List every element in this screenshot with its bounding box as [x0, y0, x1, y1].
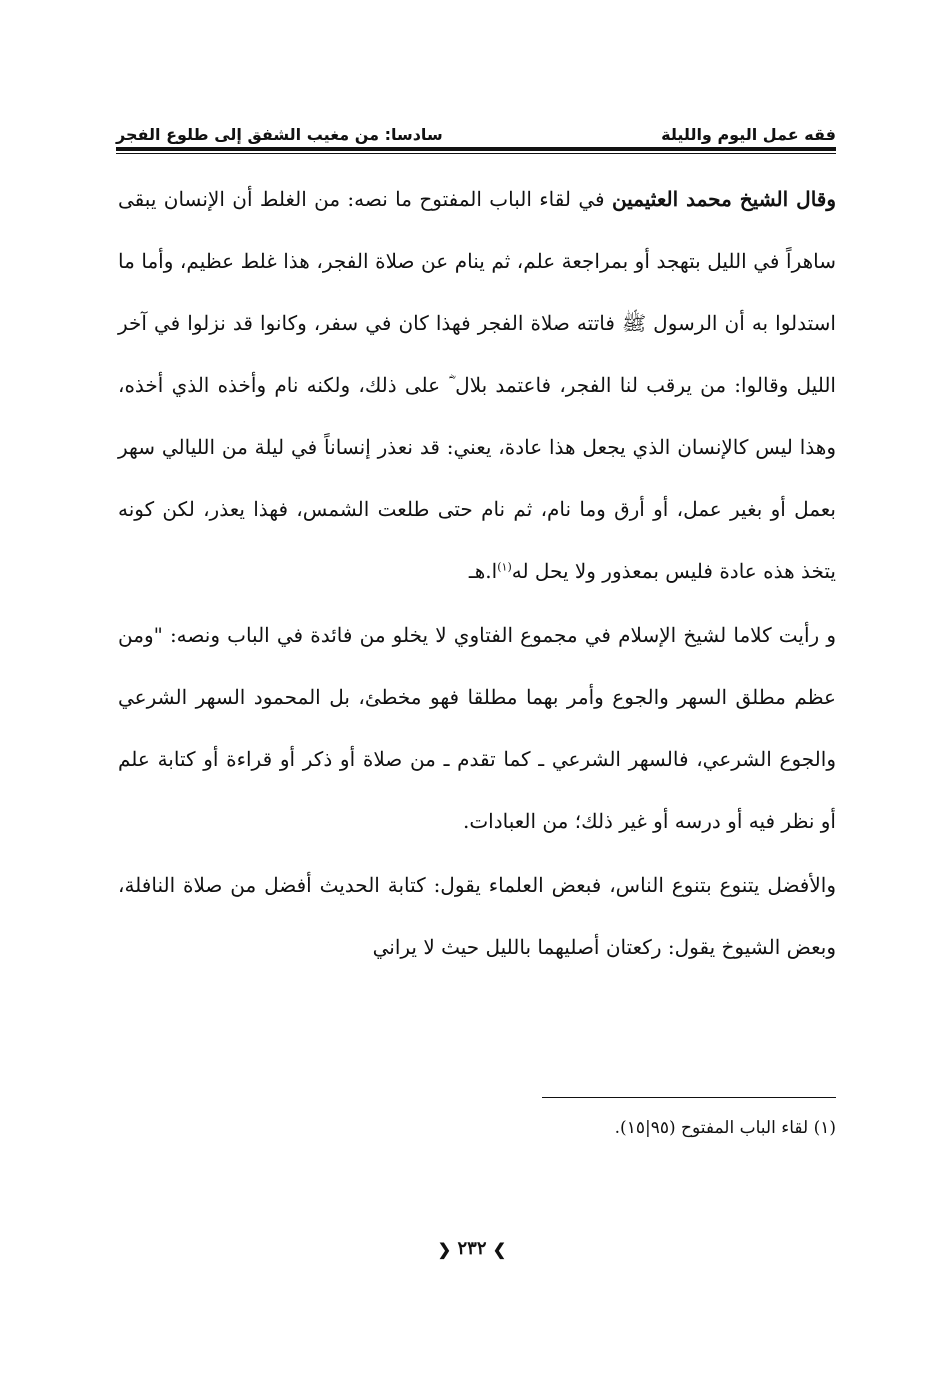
book-title: فقه عمل اليوم والليلة — [661, 125, 836, 144]
paragraph-1 — [118, 168, 836, 602]
paragraph-tail: ا.هـ — [468, 559, 498, 583]
paragraph-3: والأفضل يتنوع بتنوع الناس، فبعض العلماء يقول: كتابة الحديث أفضل من صلاة النافلة، وبعض الشيوخ يقول: ركعتان أصليهما بالليل حيث لا يراني — [118, 873, 836, 959]
ornament-right-icon: ❯ — [492, 1239, 507, 1259]
footnote-separator — [542, 1097, 836, 1098]
page-number: ٢٣٢ — [457, 1238, 487, 1259]
page-number-block — [422, 1238, 522, 1259]
header-rule-thin — [116, 153, 836, 154]
running-header — [116, 114, 836, 144]
paragraph-text: في لقاء الباب المفتوح ما نصه: من الغلط أن الإنسان يبقى ساهراً في الليل بتهجد أو بمراجعة علم، ثم ينام عن صلاة الفجر، هذا غلط عظيم، وأما ما استدلوا به أن الرسول ﷺ فاتته صلاة الفجر فهذا كان في سفر، وكانوا قد نزلوا في آخر الليل وقالوا: من يرقب لنا الفجر، فاعتمد بلال ؓ على ذلك، ولكنه نام وأخذه الذي أخذه، وهذا ليس كالإنسان الذي يجعل هذا عادة، يعني: قد نعذر إنساناً في ليلة من الليالي سهر بعمل أو بغير عمل، أو أرق وما نام، ثم نام حتى طلعت الشمس، فهذا يعذر، لكن كونه يتخذ هذه عادة فليس بمعذور ولا يحل له — [118, 187, 836, 583]
paragraph-lead: وقال الشيخ محمد العثيمين — [611, 187, 837, 211]
paragraph-2: و رأيت كلاما لشيخ الإسلام في مجموع الفتاوي لا يخلو من فائدة في الباب ونصه: "ومن عظم مطلق السهر والجوع وأمر بهما مطلقا فهو مخطئ، بل المحمود السهر الشرعي والجوع الشرعي، فالسهر الشرعي ـ كما تقدم ـ من صلاة أو ذكر أو قراءة أو كتابة علم أو نظر فيه أو درسه أو غير ذلك؛ من العبادات. — [118, 623, 836, 833]
chapter-title: سادسا: من مغيب الشفق إلى طلوع الفجر — [116, 125, 443, 144]
footnote-reference[interactable]: (١) — [497, 560, 512, 574]
header-rule — [116, 147, 836, 151]
ornament-left-icon: ❮ — [437, 1239, 452, 1259]
footnote: (١) لقاء الباب المفتوح (٩٥|١٥). — [614, 1118, 836, 1138]
main-text — [118, 168, 836, 978]
